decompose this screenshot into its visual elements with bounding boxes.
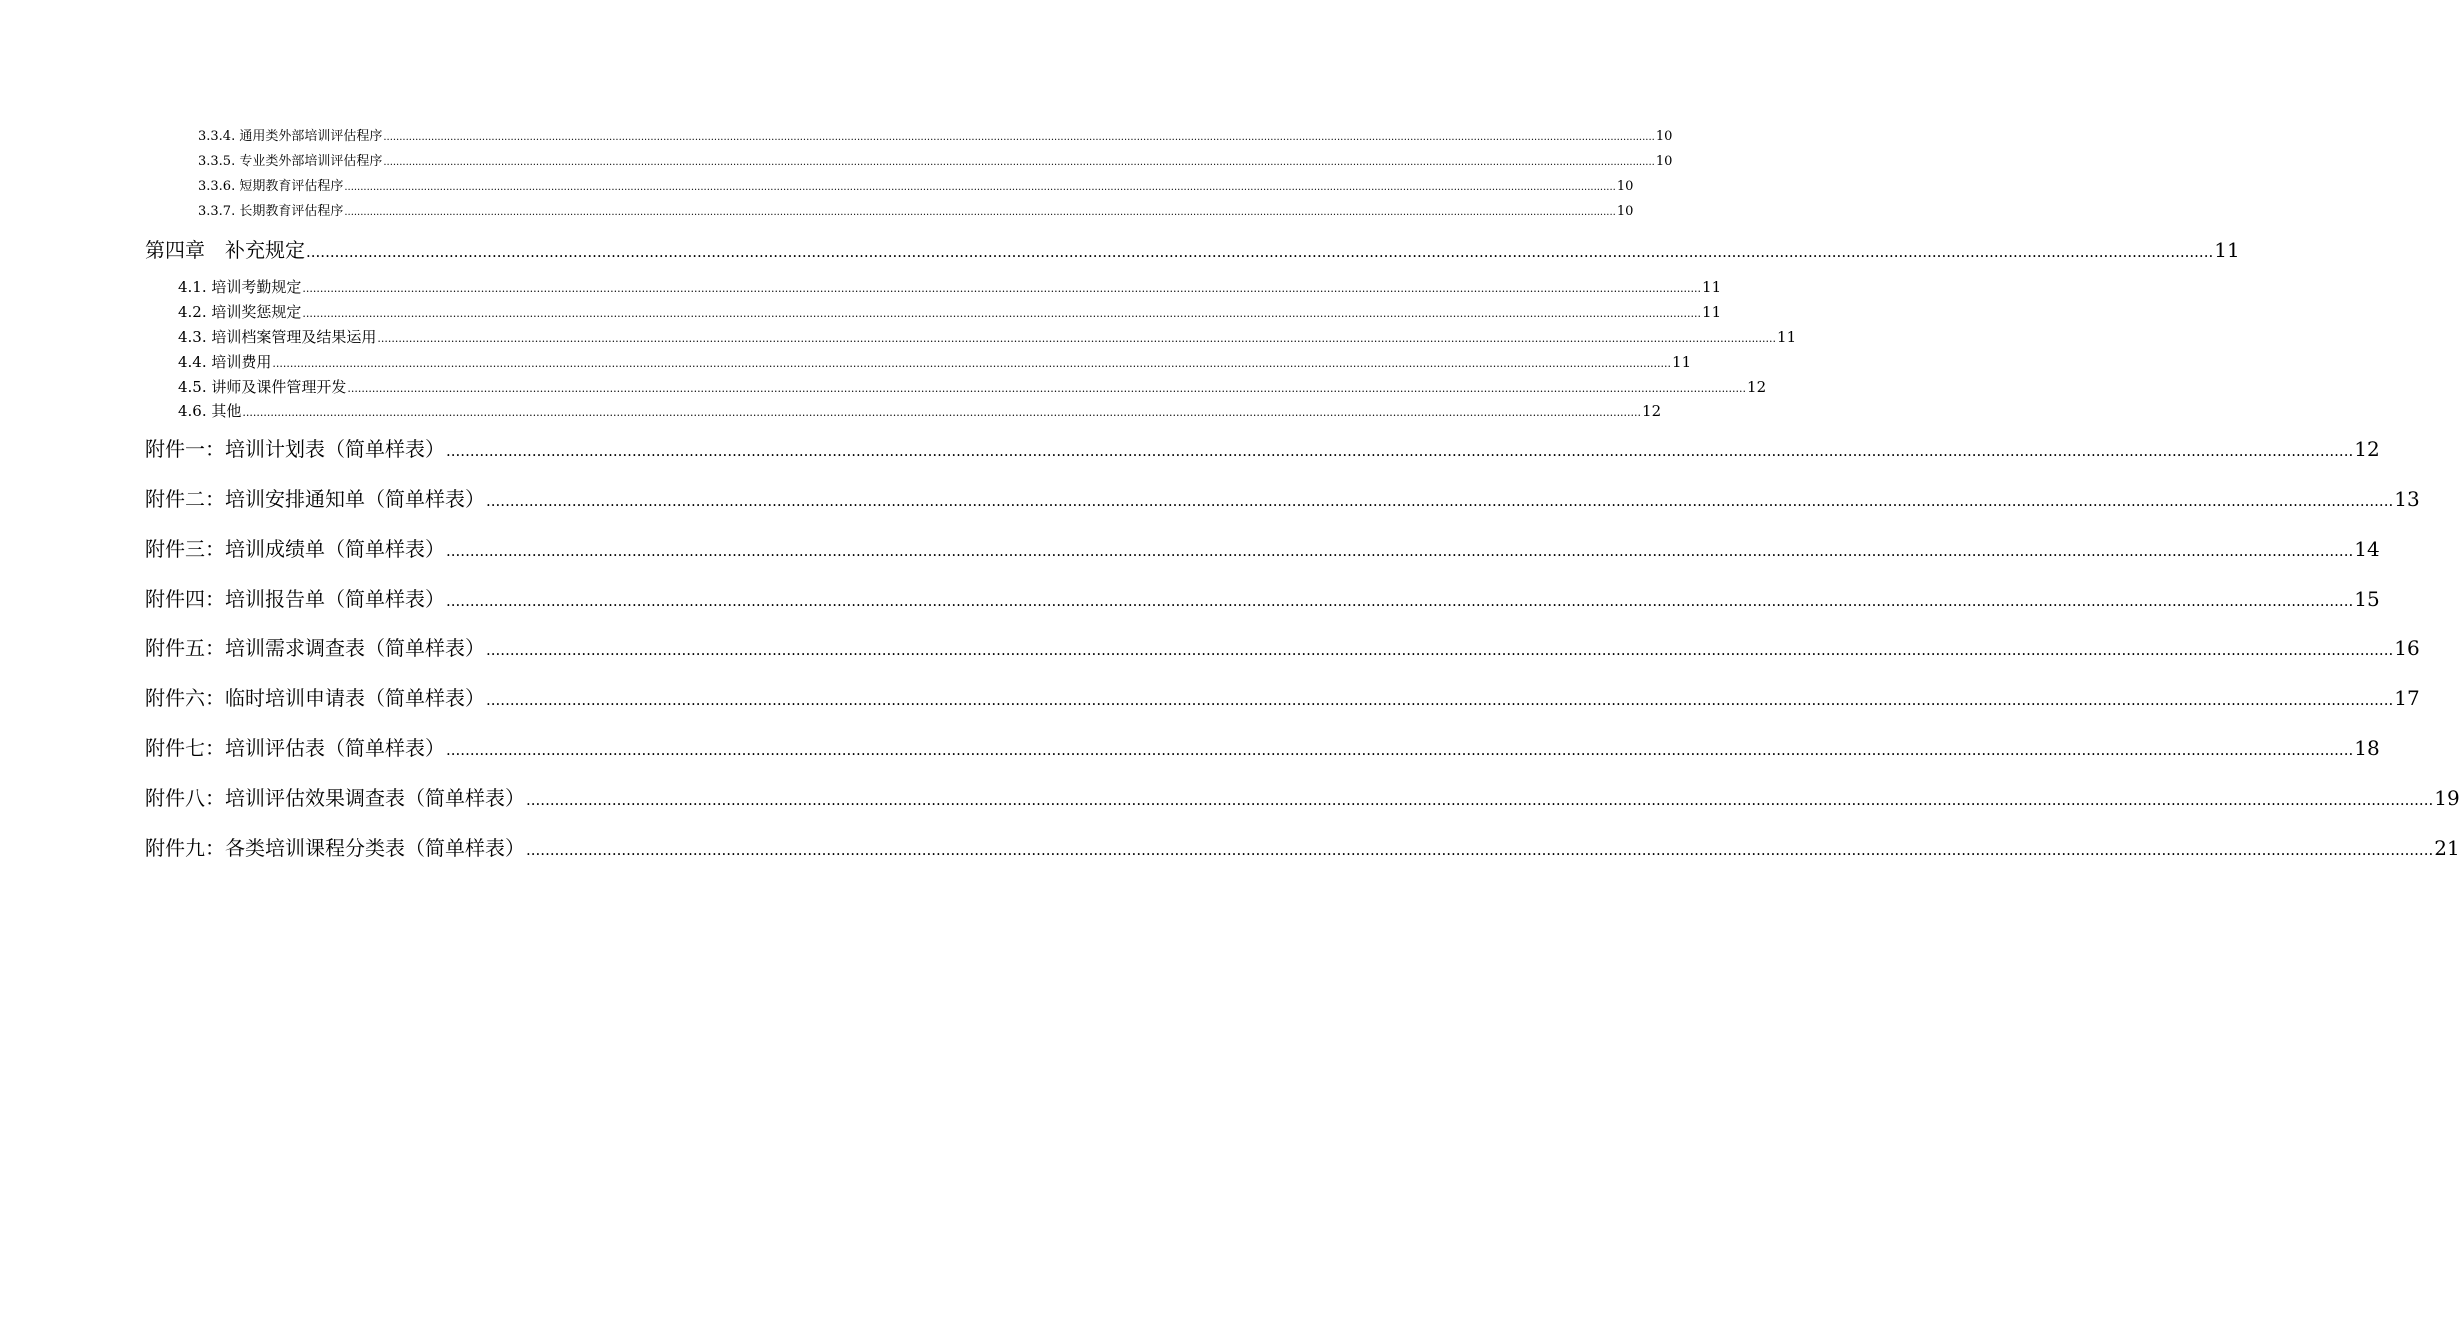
toc-entry-label: 3.3.6. 短期教育评估程序 xyxy=(198,179,344,194)
toc-leader-dots: ................................................................................................................................................................................................................................................................................................................................................................................................................ xyxy=(242,406,1642,419)
toc-leader-dots: ................................................................................................................................................................................................................................................................................................................................................................................................................ xyxy=(526,841,2434,859)
toc-entry-3-3-4[interactable] xyxy=(198,128,1673,146)
toc-entry-label: 附件四：培训报告单（简单样表） xyxy=(145,587,445,611)
toc-entry-4-1[interactable] xyxy=(178,277,1722,297)
toc-entry-page: 10 xyxy=(1655,129,1673,144)
toc-leader-dots: ................................................................................................................................................................................................................................................................................................................................................................................................................ xyxy=(383,132,1655,143)
toc-entry-label: 4.2. 培训奖惩规定 xyxy=(178,303,302,321)
toc-entry-page: 14 xyxy=(2354,537,2380,561)
toc-entry-page: 16 xyxy=(2394,636,2420,660)
toc-leader-dots: ................................................................................................................................................................................................................................................................................................................................................................................................................ xyxy=(344,207,1616,218)
toc-entry-page: 10 xyxy=(1655,154,1673,169)
toc-entry-appendix-6[interactable] xyxy=(145,684,2420,712)
toc-entry-appendix-8[interactable] xyxy=(145,784,2460,812)
toc-entry-page: 11 xyxy=(1777,328,1797,346)
toc-entry-appendix-1[interactable] xyxy=(145,435,2380,463)
toc-entry-page: 15 xyxy=(2354,587,2380,611)
toc-entry-label: 4.4. 培训费用 xyxy=(178,353,272,371)
toc-entry-page: 11 xyxy=(1702,278,1722,296)
toc-entry-appendix-4[interactable] xyxy=(145,585,2380,613)
toc-entry-4-2[interactable] xyxy=(178,302,1722,322)
toc-entry-page: 11 xyxy=(1672,353,1692,371)
toc-entry-label: 附件七：培训评估表（简单样表） xyxy=(145,736,445,760)
toc-leader-dots: ................................................................................................................................................................................................................................................................................................................................................................................................................ xyxy=(446,741,2354,759)
toc-entry-label: 附件三：培训成绩单（简单样表） xyxy=(145,537,445,561)
toc-entry-label: 附件二：培训安排通知单（简单样表） xyxy=(145,487,485,511)
toc-entry-3-3-5[interactable] xyxy=(198,153,1673,171)
toc-entry-page: 12 xyxy=(2354,437,2380,461)
toc-entry-appendix-3[interactable] xyxy=(145,535,2380,563)
toc-entry-label: 4.3. 培训档案管理及结果运用 xyxy=(178,328,377,346)
toc-entry-appendix-2[interactable] xyxy=(145,485,2420,513)
toc-leader-dots: ................................................................................................................................................................................................................................................................................................................................................................................................................ xyxy=(302,282,1702,295)
toc-entry-label: 附件八：培训评估效果调查表（简单样表） xyxy=(145,786,525,810)
toc-entry-label: 附件一：培训计划表（简单样表） xyxy=(145,437,445,461)
toc-entry-label: 附件六：临时培训申请表（简单样表） xyxy=(145,686,485,710)
toc-entry-label: 第四章 补充规定 xyxy=(145,238,305,262)
toc-entry-label: 附件五：培训需求调查表（简单样表） xyxy=(145,636,485,660)
toc-leader-dots: ................................................................................................................................................................................................................................................................................................................................................................................................................ xyxy=(526,791,2434,809)
toc-leader-dots: ................................................................................................................................................................................................................................................................................................................................................................................................................ xyxy=(344,182,1616,193)
toc-entry-3-3-6[interactable] xyxy=(198,178,1634,196)
toc-entry-page: 18 xyxy=(2354,736,2380,760)
toc-leader-dots: ................................................................................................................................................................................................................................................................................................................................................................................................................ xyxy=(446,542,2354,560)
toc-entry-label: 3.3.4. 通用类外部培训评估程序 xyxy=(198,129,383,144)
toc-leader-dots: ................................................................................................................................................................................................................................................................................................................................................................................................................ xyxy=(377,332,1777,345)
toc-leader-dots: ................................................................................................................................................................................................................................................................................................................................................................................................................ xyxy=(272,357,1672,370)
toc-entry-page: 12 xyxy=(1747,378,1767,396)
toc-entry-page: 21 xyxy=(2434,836,2460,860)
toc-entry-label: 附件九：各类培训课程分类表（简单样表） xyxy=(145,836,525,860)
toc-entry-4-3[interactable] xyxy=(178,327,1797,347)
toc-entry-page: 19 xyxy=(2434,786,2460,810)
toc-entry-label: 4.5. 讲师及课件管理开发 xyxy=(178,378,347,396)
toc-entry-4-5[interactable] xyxy=(178,377,1767,397)
toc-leader-dots: ................................................................................................................................................................................................................................................................................................................................................................................................................ xyxy=(302,307,1702,320)
toc-entry-chapter-4[interactable] xyxy=(145,236,2240,264)
toc-entry-4-6[interactable] xyxy=(178,401,1662,421)
toc-leader-dots: ................................................................................................................................................................................................................................................................................................................................................................................................................ xyxy=(446,592,2354,610)
toc-entry-page: 10 xyxy=(1616,179,1634,194)
toc-entry-page: 12 xyxy=(1642,402,1662,420)
toc-entry-label: 3.3.5. 专业类外部培训评估程序 xyxy=(198,154,383,169)
toc-entry-label: 4.1. 培训考勤规定 xyxy=(178,278,302,296)
toc-leader-dots: ................................................................................................................................................................................................................................................................................................................................................................................................................ xyxy=(306,243,2214,261)
toc-leader-dots: ................................................................................................................................................................................................................................................................................................................................................................................................................ xyxy=(486,691,2394,709)
toc-entry-appendix-9[interactable] xyxy=(145,834,2460,862)
toc-entry-page: 11 xyxy=(1702,303,1722,321)
toc-entry-appendix-7[interactable] xyxy=(145,734,2380,762)
toc-entry-page: 10 xyxy=(1616,204,1634,219)
toc-leader-dots: ................................................................................................................................................................................................................................................................................................................................................................................................................ xyxy=(486,492,2394,510)
toc-leader-dots: ................................................................................................................................................................................................................................................................................................................................................................................................................ xyxy=(446,442,2354,460)
toc-leader-dots: ................................................................................................................................................................................................................................................................................................................................................................................................................ xyxy=(383,157,1655,168)
toc-entry-page: 11 xyxy=(2214,238,2240,262)
toc-entry-label: 3.3.7. 长期教育评估程序 xyxy=(198,204,344,219)
toc-leader-dots: ................................................................................................................................................................................................................................................................................................................................................................................................................ xyxy=(347,382,1747,395)
toc-entry-page: 17 xyxy=(2394,686,2420,710)
toc-entry-4-4[interactable] xyxy=(178,352,1692,372)
toc-entry-page: 13 xyxy=(2394,487,2420,511)
toc-entry-3-3-7[interactable] xyxy=(198,203,1634,221)
toc-entry-appendix-5[interactable] xyxy=(145,634,2420,662)
toc-leader-dots: ................................................................................................................................................................................................................................................................................................................................................................................................................ xyxy=(486,641,2394,659)
toc-entry-label: 4.6. 其他 xyxy=(178,402,242,420)
